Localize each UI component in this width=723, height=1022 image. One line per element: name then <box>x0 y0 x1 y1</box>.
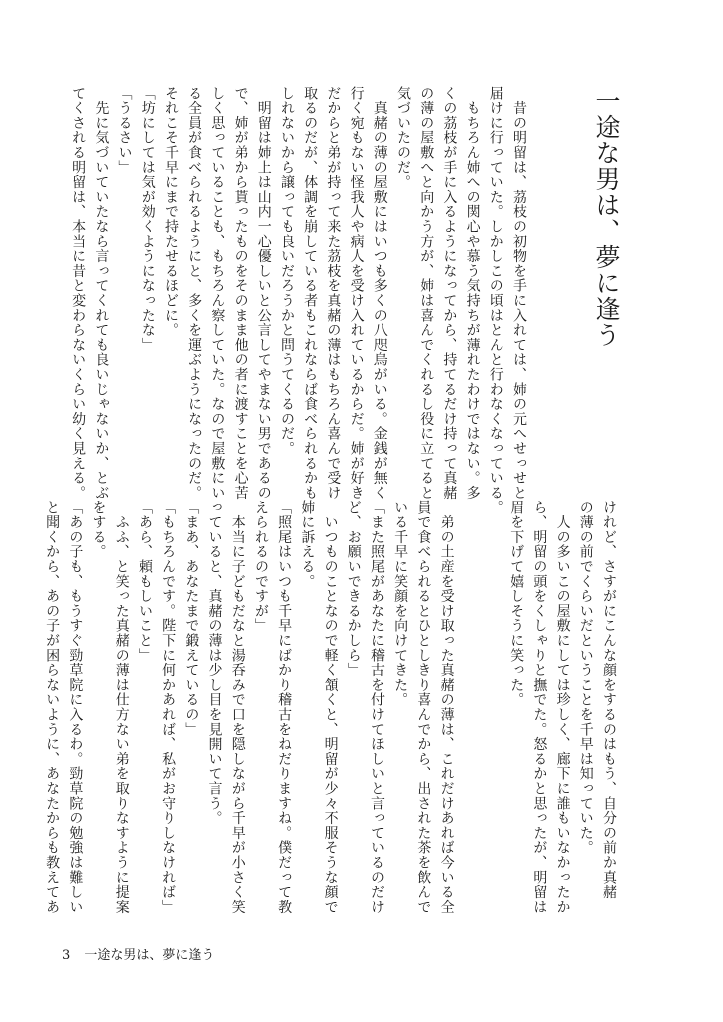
text-line: いる千早に笑顔を向けてきた。 <box>392 500 409 708</box>
text-line: 「あら、頼もしいこと」 <box>136 500 153 663</box>
text-line: 「坊にしては気が効くようになったな」 <box>139 86 156 353</box>
text-line: けれど、さすがにこんな顔をするのはもう、自分の前か真赭 <box>601 500 617 900</box>
text-line: だからと弟が持って来た茘枝を真赭の薄はもちろん喜んで受け <box>325 86 342 501</box>
text-line: 「あの子も、もうすぐ勁草院に入るわ。勁草院の勉強は難しい <box>67 500 84 915</box>
text-line: の薄の屋敷へと向かう方が、姉は喜んでくれるし役に立てると <box>418 86 435 501</box>
text-line: 本当に子どもだなと湯呑みで口を隠しながら千早が小さく笑 <box>229 500 246 915</box>
text-line: しく思っていることも、もちろん察していた。なので屋敷にい <box>209 86 226 501</box>
text-line: えられるのですが」 <box>252 500 269 634</box>
text-line: と聞くから、あの子が困らないように、あなたからも教えてあ <box>44 500 61 915</box>
text-line: っていると、真赭の薄は少し目を見開いて言う。 <box>206 500 223 826</box>
text-line: もちろん姉への関心や慕う気持ちが薄れたわけではない。多 <box>464 86 481 501</box>
text-line: ふふ、と笑った真赭の薄は仕方ない弟を取りなすように提案 <box>113 500 130 915</box>
text-line: 「もちろんです。陛下に何かあれば、私がお守りしなければ」 <box>160 500 177 915</box>
text-line: 「うるさい」 <box>116 86 133 175</box>
text-line <box>481 500 504 915</box>
text-line: 員で食べられるとひとしきり喜んでから、出された茶を飲んで <box>415 500 432 915</box>
text-line: 届けに行っていた。しかしこの頃はとんと行わなくなっている。 <box>487 86 504 516</box>
upper-text-block <box>60 86 530 516</box>
text-line: くの茘枝が手に入るようになってから、持てるだけ持って真赭 <box>441 86 458 501</box>
page-footer <box>62 947 224 965</box>
text-line: 行く宛もない怪我人や病人を受け入れているからだ。姉が好き <box>348 86 365 501</box>
text-line: 姉に訴える。 <box>299 500 316 589</box>
text-line: いつものことなので軽く頷くと、明留が少々不服そうな顔で <box>322 500 339 915</box>
text-line: 眉を下げて嬉しそうに笑った。 <box>508 500 525 708</box>
text-line: 先に気づいていたなら言ってくれても良いじゃないか、とぶ <box>93 86 110 501</box>
page-title: 一途な男は、夢に逢う <box>592 88 621 348</box>
text-line: の薄の前でくらいだということを千早は知っていた。 <box>577 500 594 856</box>
text-line: 弟の土産を受け取った真赭の薄は、これだけあれば今いる全 <box>438 500 455 915</box>
text-line: 明留は姉上は山内一心優しいと公言してやまない男であるの <box>255 86 272 501</box>
text-line: 真赭の薄の屋敷にはいつも多くの八咫烏がいる。金銭が無く <box>371 86 388 501</box>
lower-text-block <box>44 500 620 915</box>
text-line: ど、お願いできるかしら」 <box>345 500 362 678</box>
text-line: ら、明留の頭をくしゃりと撫でた。怒るかと思ったが、明留は <box>531 500 548 915</box>
text-line: をする。 <box>90 500 107 560</box>
running-title: 一途な男は、夢に逢う <box>84 948 215 963</box>
text-line: それこそ千早にまで持たせるほどに。 <box>162 86 179 338</box>
text-line: 「まあ、あなたまで鍛えているの」 <box>183 500 200 737</box>
text-line: 人の多いこの屋敷にしては珍しく、廊下に誰もいなかったか <box>554 500 571 915</box>
text-line: てくされる明留は、本当に昔と変わらないくらい幼く見える。 <box>70 86 87 501</box>
text-line: 取るのだが、体調を崩している者もこれならば食べられるかも <box>302 86 319 501</box>
text-line: 昔の明留は、茘枝の初物を手に入れては、姉の元へせっせと <box>511 86 527 501</box>
text-line: 「また照尾があなたに稽古を付けてほしいと言っているのだけ <box>368 500 385 915</box>
text-line: 「照尾はいつも千早にばかり稽古をねだりますね。僕だって教 <box>276 500 293 915</box>
page-number: 3 <box>62 948 71 963</box>
text-line: 気づいたのだ。 <box>394 86 411 190</box>
text-line: しれないから譲っても良いだろうかと問うてくるのだ。 <box>278 86 295 456</box>
text-line: る全員が食べられるようにと、多くを運ぶようになったのだ。 <box>186 86 203 501</box>
text-line <box>458 500 481 915</box>
text-line: で、姉が弟から貰ったものをそのまま他の者に渡すことを心苦 <box>232 86 249 501</box>
